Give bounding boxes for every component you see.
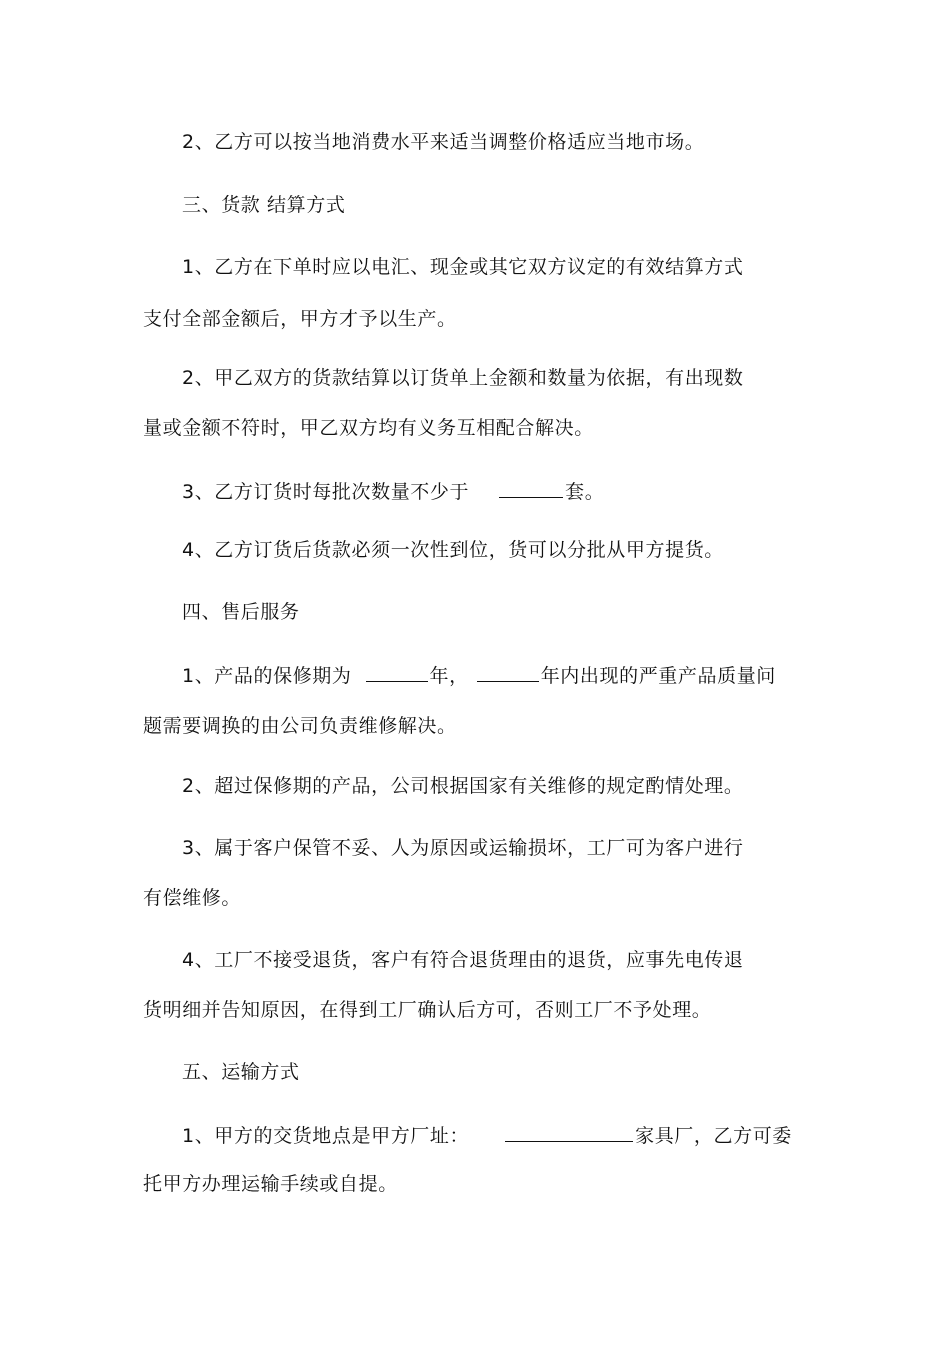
clause-3-4: 4、乙方订货后货款必须一次性到位，货可以分批从甲方提货。 (182, 539, 724, 561)
clause-3-3-text: 3、乙方订货时每批次数量不少于 (182, 481, 470, 503)
clause-4-1-line2: 题需要调换的由公司负责维修解决。 (143, 715, 457, 737)
clause-5-1-line1 (182, 1123, 792, 1148)
clause-3-2-line2: 量或金额不符时，甲乙双方均有义务互相配合解决。 (143, 417, 594, 439)
clause-4-1-text: 1、产品的保修期为 (182, 665, 352, 687)
min-quantity-blank (499, 479, 563, 498)
clause-3-3-unit: 套。 (565, 481, 605, 503)
clause-3-1-line2: 支付全部金额后，甲方才予以生产。 (143, 308, 457, 330)
clause-4-4-line1: 4、工厂不接受退货，客户有符合退货理由的退货，应事先电传退 (182, 949, 744, 971)
clause-4-4-line2: 货明细并告知原因，在得到工厂确认后方可，否则工厂不予处理。 (143, 999, 712, 1021)
clause-5-1-text: 1、甲方的交货地点是甲方厂址： (182, 1125, 470, 1147)
clause-4-3-line1: 3、属于客户保管不妥、人为原因或运输损坏，工厂可为客户进行 (182, 837, 744, 859)
section-4-heading: 四、售后服务 (182, 601, 300, 623)
clause-5-1-line2: 托甲方办理运输手续或自提。 (143, 1173, 398, 1195)
clause-4-1-rest: 年内出现的严重产品质量问 (540, 665, 776, 687)
warranty-years-blank (366, 663, 428, 682)
delivery-location-blank (505, 1123, 633, 1142)
clause-5-1-rest: 家具厂，乙方可委 (635, 1125, 792, 1147)
clause-3-3 (182, 479, 604, 504)
warranty-period-blank (477, 663, 539, 682)
section-5-heading: 五、运输方式 (182, 1061, 300, 1083)
clause-4-2: 2、超过保修期的产品，公司根据国家有关维修的规定酌情处理。 (182, 775, 744, 797)
clause-2-price-adjust: 2、乙方可以按当地消费水平来适当调整价格适应当地市场。 (182, 131, 705, 153)
clause-4-3-line2: 有偿维修。 (143, 887, 242, 909)
clause-3-2-line1: 2、甲乙双方的货款结算以订货单上金额和数量为依据，有出现数 (182, 367, 744, 389)
clause-4-1-line1 (182, 663, 776, 688)
clause-3-1-line1: 1、乙方在下单时应以电汇、现金或其它双方议定的有效结算方式 (182, 256, 744, 278)
section-3-heading: 三、货款 结算方式 (182, 194, 346, 216)
clause-4-1-year: 年， (429, 665, 469, 687)
